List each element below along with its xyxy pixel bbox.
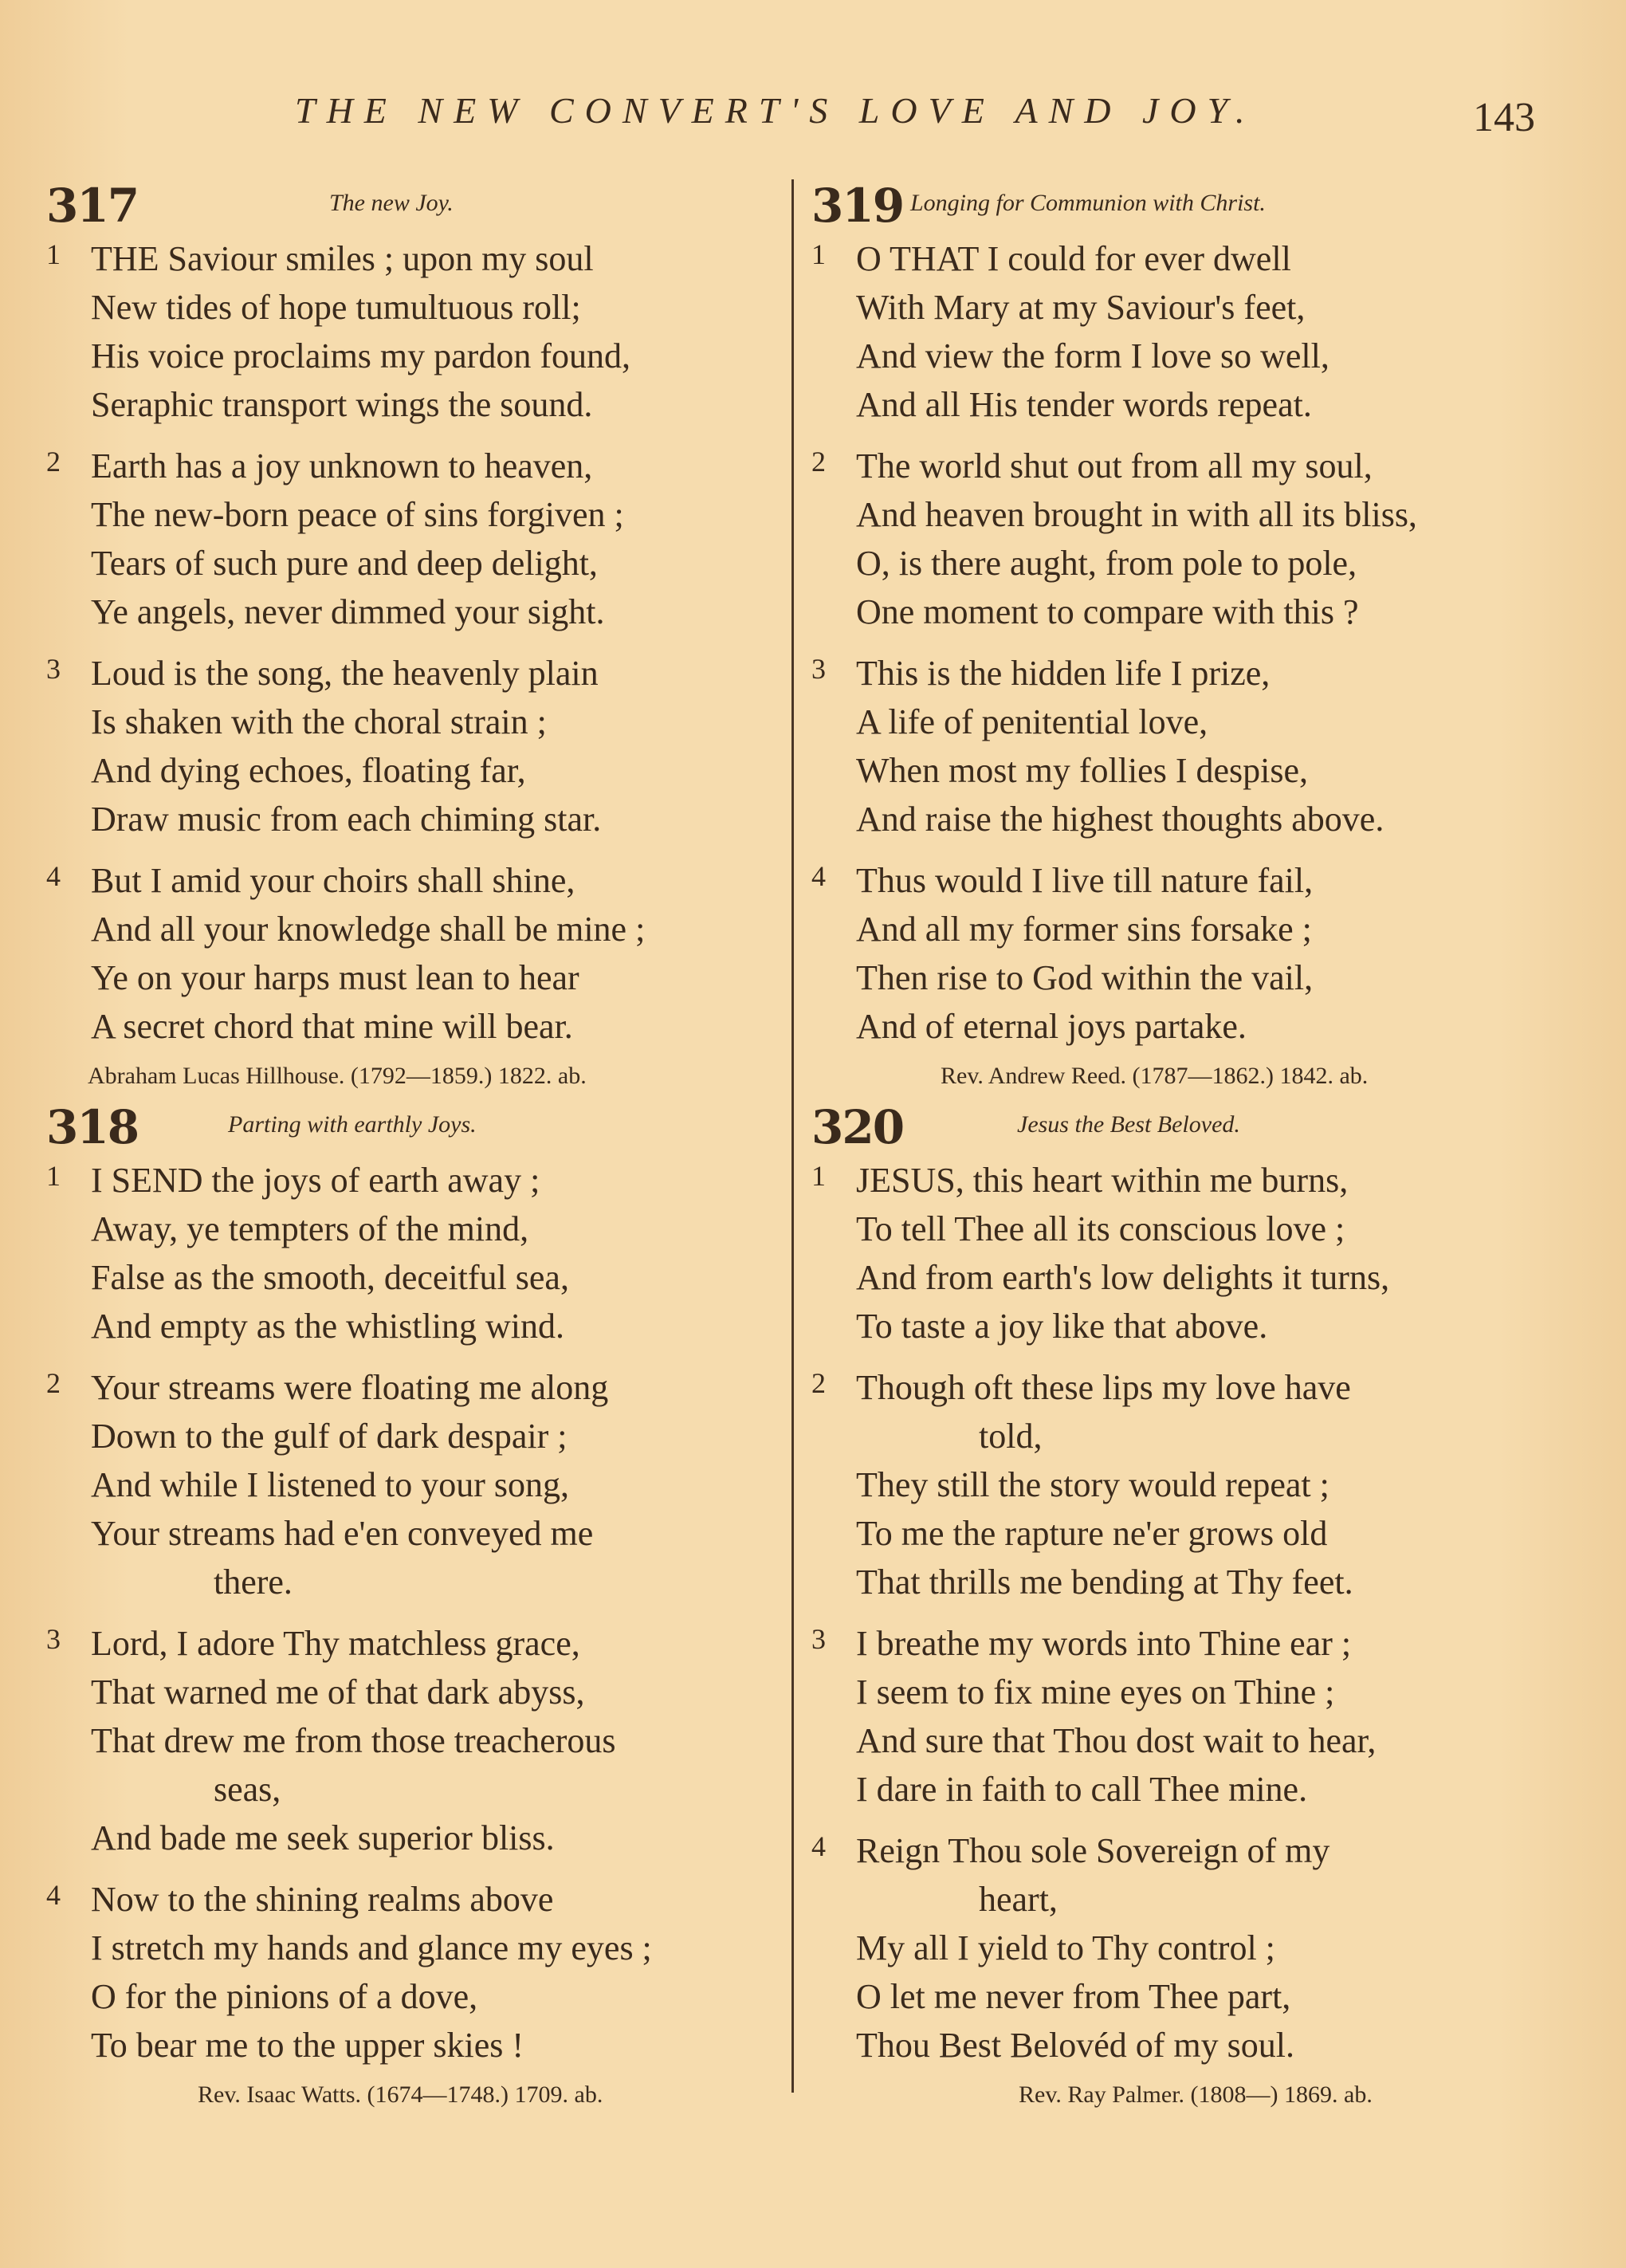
verse-line: Tears of such pure and deep delight, xyxy=(91,544,598,583)
verse-line: Thou Best Belovéd of my soul. xyxy=(856,2026,1294,2065)
stanza-number: 3 xyxy=(46,1623,61,1655)
verse-line: That warned me of that dark abyss, xyxy=(91,1673,585,1712)
verse-line: Ye on your harps must lean to hear xyxy=(91,958,579,997)
stanza xyxy=(811,234,1553,429)
verse-line: New tides of hope tumultuous roll; xyxy=(91,288,581,327)
stanza-number: 2 xyxy=(46,1367,61,1399)
verse-line: A secret chord that mine will bear. xyxy=(91,1007,573,1046)
stanza xyxy=(811,649,1553,843)
verse-line: And dying echoes, floating far, xyxy=(91,751,526,790)
hymn-title: Parting with earthly Joys. xyxy=(228,1111,477,1138)
verse-line: Reign Thou sole Sovereign of my xyxy=(856,1831,1330,1870)
verse-line: JESUS, this heart within me burns, xyxy=(856,1161,1349,1200)
verse-line: To taste a joy like that above. xyxy=(856,1307,1268,1346)
verse-line: O, is there aught, from pole to pole, xyxy=(856,544,1357,583)
hymn-attribution: Rev. Andrew Reed. (1787—1862.) 1842. ab. xyxy=(941,1063,1369,1089)
verse-line: O THAT I could for ever dwell xyxy=(856,239,1291,278)
stanza-number: 1 xyxy=(46,1160,61,1192)
stanza xyxy=(46,1363,787,1606)
stanza xyxy=(46,856,787,1051)
verse-line: Your streams were floating me along xyxy=(91,1368,609,1407)
verse-line: O for the pinions of a dove, xyxy=(91,1977,478,2016)
verse-line: That drew me from those treacherous xyxy=(91,1721,616,1760)
stanza xyxy=(46,649,787,843)
verse-line: That thrills me bending at Thy feet. xyxy=(856,1562,1353,1602)
column-divider xyxy=(791,179,794,2093)
verse-line: When most my follies I despise, xyxy=(856,751,1309,790)
verse-line: One moment to compare with this ? xyxy=(856,592,1359,631)
verse-line: And raise the highest thoughts above. xyxy=(856,800,1384,839)
stanza-number: 4 xyxy=(46,1879,61,1911)
stanza xyxy=(811,1619,1553,1814)
verse-line: I SEND the joys of earth away ; xyxy=(91,1161,540,1200)
verse-line-continuation: seas, xyxy=(214,1770,281,1809)
verse-line: And from earth's low delights it turns, xyxy=(856,1258,1390,1297)
hymn-title: Jesus the Best Beloved. xyxy=(1017,1111,1240,1138)
stanza xyxy=(46,1619,787,1862)
stanza xyxy=(46,442,787,636)
verse-line: And all your knowledge shall be mine ; xyxy=(91,910,646,949)
verse-line: To me the rapture ne'er grows old xyxy=(856,1514,1328,1553)
verse-line: Seraphic transport wings the sound. xyxy=(91,385,593,424)
verse-line: I stretch my hands and glance my eyes ; xyxy=(91,1928,652,1967)
stanza xyxy=(46,234,787,429)
verse-line: And empty as the whistling wind. xyxy=(91,1307,564,1346)
hymn-title: The new Joy. xyxy=(329,190,454,216)
stanza xyxy=(811,442,1553,636)
verse-line: Your streams had e'en conveyed me xyxy=(91,1514,594,1553)
hymn-attribution: Rev. Isaac Watts. (1674—1748.) 1709. ab. xyxy=(198,2081,603,2108)
verse-line: And sure that Thou dost wait to hear, xyxy=(856,1721,1377,1760)
verse-line: I seem to fix mine eyes on Thine ; xyxy=(856,1673,1335,1712)
verse-line-continuation: told, xyxy=(979,1417,1043,1456)
verse-line: The new-born peace of sins forgiven ; xyxy=(91,495,624,534)
verse-line-continuation: heart, xyxy=(979,1880,1058,1919)
stanza-number: 2 xyxy=(811,1367,826,1399)
stanza-number: 3 xyxy=(811,653,826,685)
verse-line-continuation: there. xyxy=(214,1562,293,1602)
verse-line: But I amid your choirs shall shine, xyxy=(91,861,575,900)
verse-line: They still the story would repeat ; xyxy=(856,1465,1329,1504)
stanza-number: 3 xyxy=(46,653,61,685)
verse-line: Ye angels, never dimmed your sight. xyxy=(91,592,605,631)
verse-line: My all I yield to Thy control ; xyxy=(856,1928,1275,1967)
stanza-number: 3 xyxy=(811,1623,826,1655)
stanza xyxy=(46,1875,787,2070)
stanza xyxy=(811,1363,1553,1606)
verse-line: And all His tender words repeat. xyxy=(856,385,1312,424)
verse-line: Lord, I adore Thy matchless grace, xyxy=(91,1624,580,1663)
verse-line: Loud is the song, the heavenly plain xyxy=(91,654,599,693)
hymn-319 xyxy=(811,179,1553,1094)
stanza-number: 2 xyxy=(46,446,61,478)
verse-line: And bade me seek superior bliss. xyxy=(91,1818,555,1857)
stanza xyxy=(811,1156,1553,1350)
verse-line: And of eternal joys partake. xyxy=(856,1007,1247,1046)
verse-line: Though oft these lips my love have xyxy=(856,1368,1351,1407)
verse-line: A life of penitential love, xyxy=(856,702,1208,741)
verse-line: Down to the gulf of dark despair ; xyxy=(91,1417,568,1456)
stanza xyxy=(811,856,1553,1051)
verse-line: The world shut out from all my soul, xyxy=(856,446,1373,485)
page-number: 143 xyxy=(1473,95,1535,140)
verse-line: Earth has a joy unknown to heaven, xyxy=(91,446,593,485)
stanza-number: 1 xyxy=(811,238,826,270)
verse-line: With Mary at my Saviour's feet, xyxy=(856,288,1306,327)
stanza-number: 1 xyxy=(811,1160,826,1192)
verse-line: O let me never from Thee part, xyxy=(856,1977,1291,2016)
hymn-318 xyxy=(46,1100,787,2113)
stanza-number: 4 xyxy=(46,860,61,892)
verse-line: THE Saviour smiles ; upon my soul xyxy=(91,239,594,278)
verse-line: I breathe my words into Thine ear ; xyxy=(856,1624,1352,1663)
hymn-attribution: Rev. Ray Palmer. (1808—) 1869. ab. xyxy=(1019,2081,1373,2108)
verse-line: I dare in faith to call Thee mine. xyxy=(856,1770,1308,1809)
verse-line: And all my former sins forsake ; xyxy=(856,910,1312,949)
hymn-title: Longing for Communion with Christ. xyxy=(910,190,1266,216)
verse-line: Draw music from each chiming star. xyxy=(91,800,602,839)
verse-line: And while I listened to your song, xyxy=(91,1465,570,1504)
hymn-320 xyxy=(811,1100,1553,2113)
stanza-number: 4 xyxy=(811,860,826,892)
stanza xyxy=(46,1156,787,1350)
verse-line: Then rise to God within the vail, xyxy=(856,958,1314,997)
verse-line: Thus would I live till nature fail, xyxy=(856,861,1314,900)
verse-line: And heaven brought in with all its bliss, xyxy=(856,495,1417,534)
verse-line: This is the hidden life I prize, xyxy=(856,654,1271,693)
verse-line: To tell Thee all its conscious love ; xyxy=(856,1209,1345,1248)
hymn-number: 319 xyxy=(811,179,904,233)
stanza-number: 2 xyxy=(811,446,826,478)
hymn-317 xyxy=(46,179,787,1094)
hymn-number: 320 xyxy=(811,1100,904,1154)
verse-line: Is shaken with the choral strain ; xyxy=(91,702,547,741)
verse-line: His voice proclaims my pardon found, xyxy=(91,336,630,375)
verse-line: Now to the shining realms above xyxy=(91,1880,554,1919)
verse-line: Away, ye tempters of the mind, xyxy=(91,1209,529,1248)
hymn-attribution: Abraham Lucas Hillhouse. (1792—1859.) 1822. ab. xyxy=(88,1063,587,1089)
stanza xyxy=(811,1826,1553,2070)
stanza-number: 4 xyxy=(811,1830,826,1862)
stanza-number: 1 xyxy=(46,238,61,270)
running-title: THE NEW CONVERT'S LOVE AND JOY. xyxy=(295,90,1256,131)
verse-line: And view the form I love so well, xyxy=(856,336,1329,375)
hymn-number: 318 xyxy=(46,1100,139,1154)
hymn-number: 317 xyxy=(46,179,139,233)
verse-line: To bear me to the upper skies ! xyxy=(91,2026,524,2065)
verse-line: False as the smooth, deceitful sea, xyxy=(91,1258,569,1297)
